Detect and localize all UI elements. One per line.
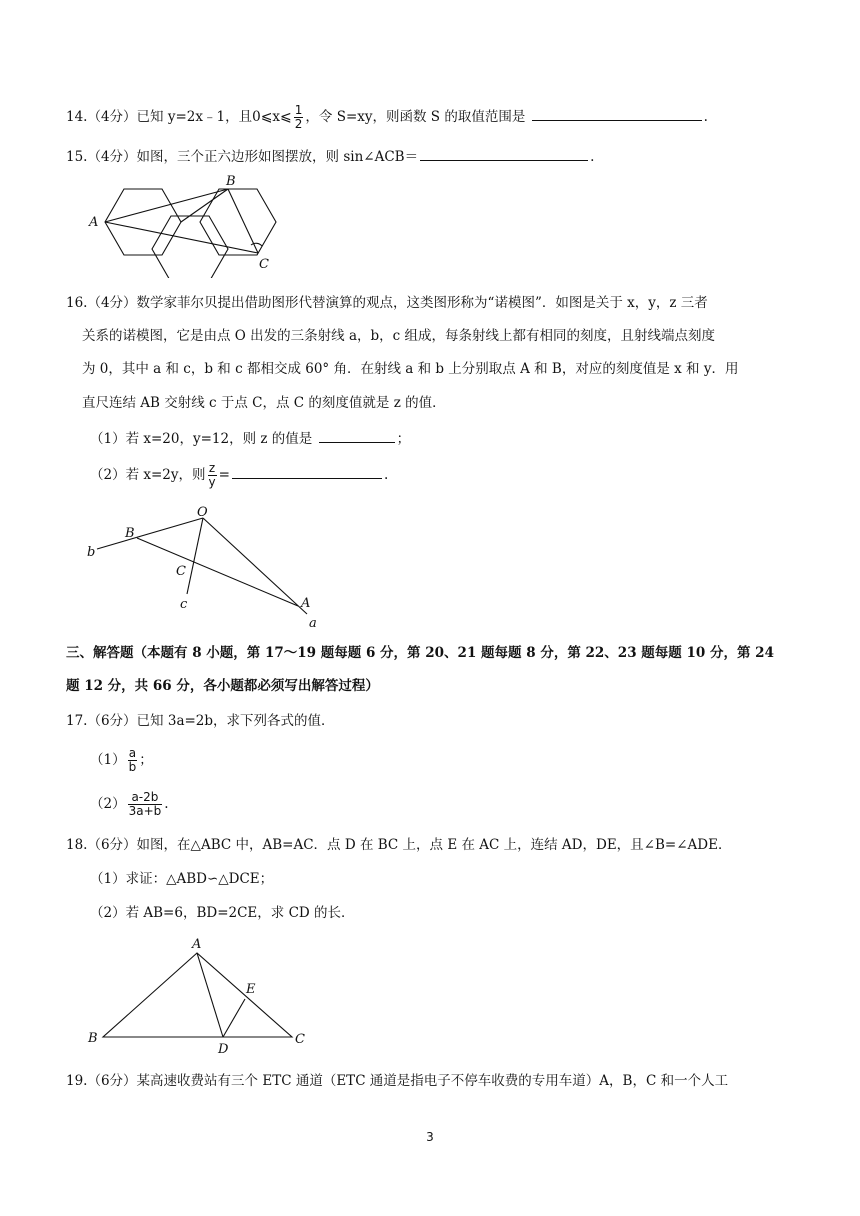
ray-c (187, 518, 203, 594)
q16-part2-blank[interactable] (232, 464, 382, 479)
q14-x: x (272, 109, 281, 125)
q14-answer-blank[interactable] (532, 106, 702, 121)
q17-text: 17.（6分）已知 3a=2b，求下列各式的值． (66, 713, 335, 729)
q14-equation: y=2x﹣1，且 (167, 109, 253, 125)
q16-part1-blank[interactable] (319, 428, 395, 443)
hexagon-left (105, 189, 181, 255)
q16-nomogram-figure (80, 500, 330, 630)
label-b: b (87, 545, 96, 560)
triangle-ABC (103, 953, 292, 1037)
label-C: C (176, 564, 186, 579)
label-D: D (218, 1042, 229, 1057)
label-E: E (246, 982, 256, 997)
q14-leq-1: ⩽ (260, 109, 273, 125)
q16-part-1: （1）若 x=20，y=12，则 z 的值是 ； (90, 428, 410, 449)
q18-part-2: （2）若 AB=6，BD=2CE，求 CD 的长． (90, 905, 355, 921)
q17-part-2: （2） $\frac{a-2b}{3a+b}$ . (90, 790, 169, 818)
label-A: A (89, 215, 99, 230)
q16-part-2: （2）若 x=2y，则 $\frac{z}{y}$ = . (90, 461, 389, 489)
question-15: 15.（4分）如图，三个正六边形如图摆放，则 sin∠ACB＝ . (66, 146, 594, 167)
q19-text: 19.（6分）某高速收费站有三个 ETC 通道（ETC 通道是指电子不停车收费的专用车道）A，B，C 和一个人工 (66, 1073, 729, 1089)
hexagon-right (200, 189, 276, 255)
page-number: 3 (426, 1130, 434, 1144)
section-3-heading-line-1: 三、解答题（本题有 8 小题，第 17～19 题每题 6 分，第 20、21 题每题 8 分，第 22、23 题每题 10 分，第 24 (66, 645, 774, 661)
q18-part-1: （1）求证：△ABD∽△DCE； (90, 871, 274, 887)
label-C: C (259, 257, 269, 272)
q17-part-1: （1） $\frac{a}{b}$ ； (90, 746, 153, 774)
segment-DE (223, 999, 245, 1037)
q15-hexagon-figure (80, 168, 295, 278)
q16-line-1: 16.（4分）数学家菲尔贝提出借助图形代替演算的观点，这类图形称为“诺模图”．如图是关于 x，y，z 三者 (66, 295, 708, 311)
q14-text: ，令 S=xy，则函数 S 的取值范围是 (305, 109, 526, 125)
q14-fraction: $\frac{1}{2}$ (294, 103, 303, 131)
q15-text: 15.（4分）如图，三个正六边形如图摆放，则 sin∠ACB＝ (66, 149, 419, 165)
q16-fraction: $\frac{z}{y}$ (208, 461, 216, 489)
q14-leq-2: ⩽ (280, 109, 292, 125)
segment-AD (197, 953, 223, 1037)
q18-triangle-figure (80, 930, 320, 1060)
label-c: c (180, 597, 188, 612)
q14-zero: 0 (252, 109, 261, 125)
question-14: 14.（4分）已知 y=2x﹣1，且0⩽x⩽ $\frac{1}{2}$ ，令 S=xy，则函数 S 的取值范围是 . (66, 103, 708, 131)
label-O: O (197, 505, 208, 520)
q14-number: 14.（4分）已知 (66, 109, 164, 125)
q17-fraction-2: $\frac{a-2b}{3a+b}$ (128, 790, 162, 818)
label-A: A (301, 596, 311, 611)
label-C: C (295, 1032, 305, 1047)
ray-a (203, 518, 307, 614)
q18-text: 18.（6分）如图，在△ABC 中，AB=AC．点 D 在 BC 上，点 E 在 AC 上，连结 AD，DE，且∠B=∠ADE． (66, 837, 732, 853)
q16-line-4: 直尺连结 AB 交射线 c 于点 C，点 C 的刻度值就是 z 的值． (82, 395, 446, 411)
segment-AB (137, 538, 298, 606)
label-A: A (192, 937, 202, 952)
label-B: B (125, 526, 135, 541)
q17-fraction-1: $\frac{a}{b}$ (128, 746, 137, 774)
label-B: B (88, 1031, 98, 1046)
label-a: a (309, 616, 317, 630)
section-3-heading-line-2: 题 12 分，共 66 分，各小题都必须写出解答过程） (66, 678, 379, 694)
label-B: B (226, 174, 236, 189)
q16-line-3: 为 0，其中 a 和 c，b 和 c 都相交成 60° 角．在射线 a 和 b 上分别取点 A 和 B，对应的刻度值是 x 和 y．用 (82, 361, 739, 377)
q15-answer-blank[interactable] (420, 146, 588, 161)
q16-line-2: 关系的诺模图，它是由点 O 出发的三条射线 a，b，c 组成，每条射线上都有相同的刻度，且射线端点刻度 (82, 328, 715, 344)
hexagon-middle (152, 216, 228, 278)
ray-b (97, 518, 203, 549)
